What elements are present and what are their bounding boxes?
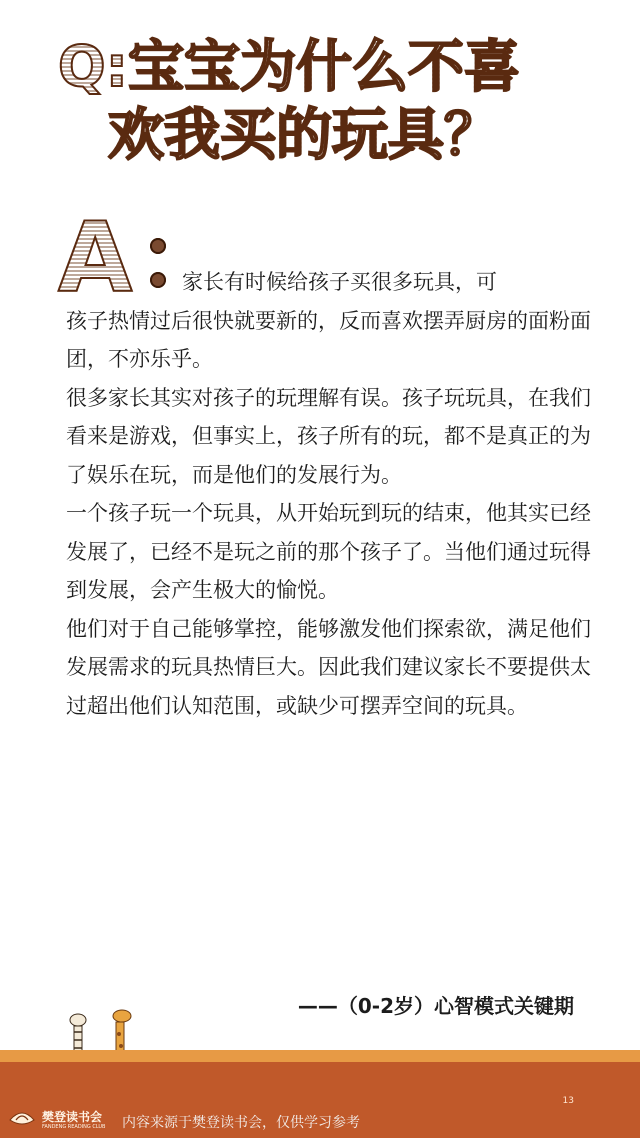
answer-paragraph-4: 他们对于自己能够掌控，能够激发他们探索欲，满足他们发展需求的玩具热情巨大。因此我们建议家长不要提供太过超出他们认知范围，或缺少可摆弄空间的玩具。 — [66, 616, 591, 718]
answer-mark: A — [58, 202, 133, 314]
page-number: 13 — [562, 1096, 574, 1106]
brand-emblem-icon — [6, 1100, 38, 1132]
brand-logo-text: 樊登读书会 — [42, 1110, 103, 1124]
source-note: 内容来源于樊登读书会，仅供学习参考 — [122, 1115, 360, 1131]
answer-paragraph-1-rest: 孩子热情过后很快就要新的，反而喜欢摆弄厨房的面粉面团，不亦乐乎。 — [66, 308, 591, 371]
answer-first-line: 家长有时候给孩子买很多玩具，可 — [182, 270, 497, 294]
footer-band-light — [0, 1050, 640, 1062]
signature-source: ——（0-2岁）心智模式关键期 — [297, 994, 574, 1018]
title-line-1: Q:宝宝为什么不喜 — [58, 35, 520, 100]
brand-logo-subtitle: FANDENG READING CLUB — [42, 1124, 106, 1130]
brand-logo — [6, 1100, 122, 1134]
question-title — [58, 34, 618, 170]
answer-paragraph-1 — [66, 263, 594, 379]
answer-body — [66, 263, 594, 725]
title-line-2: 欢我买的玩具？ — [108, 103, 500, 168]
answer-paragraph-3: 一个孩子玩一个玩具，从开始玩到玩的结束，他其实已经发展了，已经不是玩之前的那个孩子了。当他们通过玩得到发展，会产生极大的愉悦。 — [66, 501, 591, 602]
answer-paragraph-2: 很多家长其实对孩子的玩理解有误。孩子玩玩具，在我们看来是游戏，但事实上，孩子所有的玩，都不是真正的为了娱乐在玩，而是他们的发展行为。 — [66, 385, 591, 487]
